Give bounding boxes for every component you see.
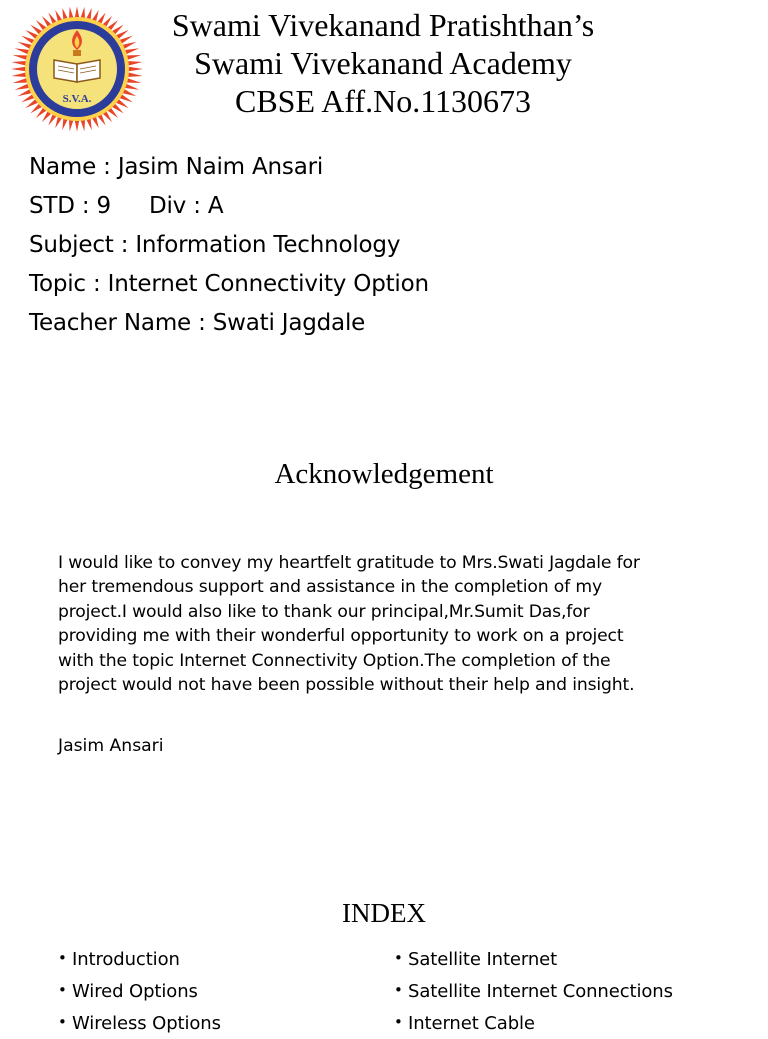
ack-line: project would not have been possible without their help and insight. bbox=[58, 675, 635, 696]
signature: Jasim Ansari bbox=[58, 736, 164, 756]
teacher-line: Teacher Name : Swati Jagdale bbox=[29, 310, 366, 336]
index-item: • Internet Cable bbox=[394, 1007, 673, 1039]
index-column-right bbox=[394, 943, 673, 1039]
bullet-icon: • bbox=[394, 949, 403, 967]
topic-line: Topic : Internet Connectivity Option bbox=[29, 271, 429, 297]
index-item: • Wireless Options bbox=[58, 1007, 221, 1039]
index-item: • Introduction bbox=[58, 943, 221, 975]
std-div-line bbox=[29, 187, 429, 226]
header-line-2: Swami Vivekanand Academy bbox=[194, 45, 572, 81]
logo-text: S.V.A. bbox=[62, 93, 92, 105]
bullet-icon: • bbox=[394, 1013, 403, 1031]
school-header bbox=[130, 6, 636, 120]
student-std: STD : 9 bbox=[29, 193, 111, 219]
bullet-icon: • bbox=[58, 949, 67, 967]
ack-line: with the topic Internet Connectivity Option.The completion of the bbox=[58, 650, 611, 671]
emblem-ray bbox=[11, 67, 27, 72]
ack-line: her tremendous support and assistance in the completion of my bbox=[58, 577, 602, 598]
ack-line: project.I would also like to thank our principal,Mr.Sumit Das,for bbox=[58, 601, 590, 622]
header-line-3: CBSE Aff.No.1130673 bbox=[234, 83, 532, 119]
student-div: Div : A bbox=[148, 193, 224, 219]
bullet-icon: • bbox=[394, 981, 403, 999]
header-line-1: Swami Vivekanand Pratishthan’s bbox=[171, 7, 595, 43]
acknowledgement-title: Acknowledgement bbox=[274, 458, 494, 490]
ack-line: I would like to convey my heartfelt gratitude to Mrs.Swati Jagdale for bbox=[58, 553, 640, 573]
acknowledgement-body bbox=[58, 551, 718, 697]
index-column-left bbox=[58, 943, 221, 1039]
bullet-icon: • bbox=[58, 1013, 67, 1031]
ack-line: providing me with their wonderful opportunity to work on a project bbox=[58, 626, 624, 647]
school-emblem-icon bbox=[6, 2, 148, 136]
bullet-icon: • bbox=[58, 981, 67, 999]
index-item: • Satellite Internet Connections bbox=[394, 975, 673, 1007]
index-item: • Wired Options bbox=[58, 975, 221, 1007]
subject-line: Subject : Information Technology bbox=[29, 232, 401, 258]
index-title: INDEX bbox=[342, 898, 426, 928]
student-name: Name : Jasim Naim Ansari bbox=[29, 154, 324, 180]
index-item: • Satellite Internet bbox=[394, 943, 673, 975]
student-details bbox=[29, 148, 429, 343]
